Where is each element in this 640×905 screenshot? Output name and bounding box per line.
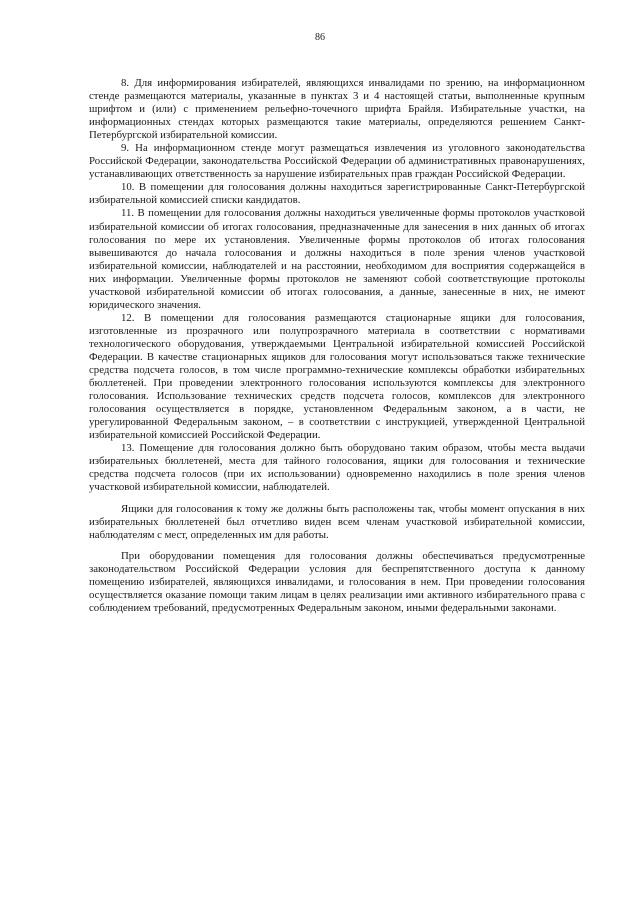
- paragraph-accessibility: При оборудовании помещения для голосования должны обеспечиваться предусмотренные законодательством Российской Федерации условия для беспрепятственного доступа к данному помещению избирателей, являющихся инвалидами, и голосования в нем. При проведении голосования осуществляется оказание помощи таким лицам в целях реализации ими активного избирательного права с соблюдением требований, предусмотренных Федеральным законом, иными федеральными законами.: [89, 549, 585, 614]
- paragraph-12: 12. В помещении для голосования размещаются стационарные ящики для голосования, изготовленные из прозрачного или полупрозрачного материала в соответствии с нормативами технологического оборудования, утверждаемыми Центральной избирательной комиссией Российской Федерации. В качестве стационарных ящиков для голосования могут использоваться также технические средства подсчета голосов, в том числе программно-технические комплексы обработки избирательных бюллетеней. При проведении электронного голосования используются комплексы для электронного голосования. Использование технических средств подсчета голосов, комплексов для электронного голосования осуществляется в порядке, установленном Федеральным законом, а в части, не урегулированной Федеральным законом, – в соответствии с инструкцией, утвержденной Центральной избирательной комиссией Российской Федерации.: [89, 311, 585, 442]
- document-body: [89, 77, 585, 615]
- paragraph-10: 10. В помещении для голосования должны находиться зарегистрированные Санкт-Петербургской избирательной комиссией списки кандидатов.: [89, 181, 585, 207]
- paragraph-11: 11. В помещении для голосования должны находиться увеличенные формы протоколов участковой избирательной комиссии об итогах голосования, предназначенные для занесения в них данных об итогах голосования по мере их установления. Увеличенные формы протоколов об итогах голосования вывешиваются до начала голосования и должны находиться в поле зрения членов участковой избирательной комиссии, наблюдателей и на расстоянии, необходимом для восприятия содержащейся в них информации. Увеличенные формы протоколов не заменяют собой соответствующие протоколы участковой избирательной комиссии об итогах голосования, а данные, занесенные в них, не имеют юридического значения.: [89, 207, 585, 311]
- page-number: 86: [315, 32, 325, 43]
- paragraph-9: 9. На информационном стенде могут размещаться извлечения из уголовного законодательства Российской Федерации, законодательства Российской Федерации об административных правонарушениях, устанавливающих ответственность за нарушение избирательных прав граждан Российской Федерации.: [89, 142, 585, 181]
- paragraph-ballot-boxes: Ящики для голосования к тому же должны быть расположены так, чтобы момент опускания в них избирательных бюллетеней был отчетливо виден всем членам участковой избирательной комиссии, наблюдателям с мест, определенных им для работы.: [89, 502, 585, 541]
- paragraph-13: 13. Помещение для голосования должно быть оборудовано таким образом, чтобы места выдачи избирательных бюллетеней, места для тайного голосования, ящики для голосования и технические средства подсчета голосов (при их использовании) одновременно находились в поле зрения членов участковой избирательной комиссии, наблюдателей.: [89, 442, 585, 494]
- paragraph-8: 8. Для информирования избирателей, являющихся инвалидами по зрению, на информационном стенде размещаются материалы, указанные в пунктах 3 и 4 настоящей статьи, выполненные крупным шрифтом и (или) с применением рельефно-точечного шрифта Брайля. Избирательные участки, на информационных стендах которых размещаются такие материалы, определяются решением Санкт-Петербургской избирательной комиссии.: [89, 77, 585, 142]
